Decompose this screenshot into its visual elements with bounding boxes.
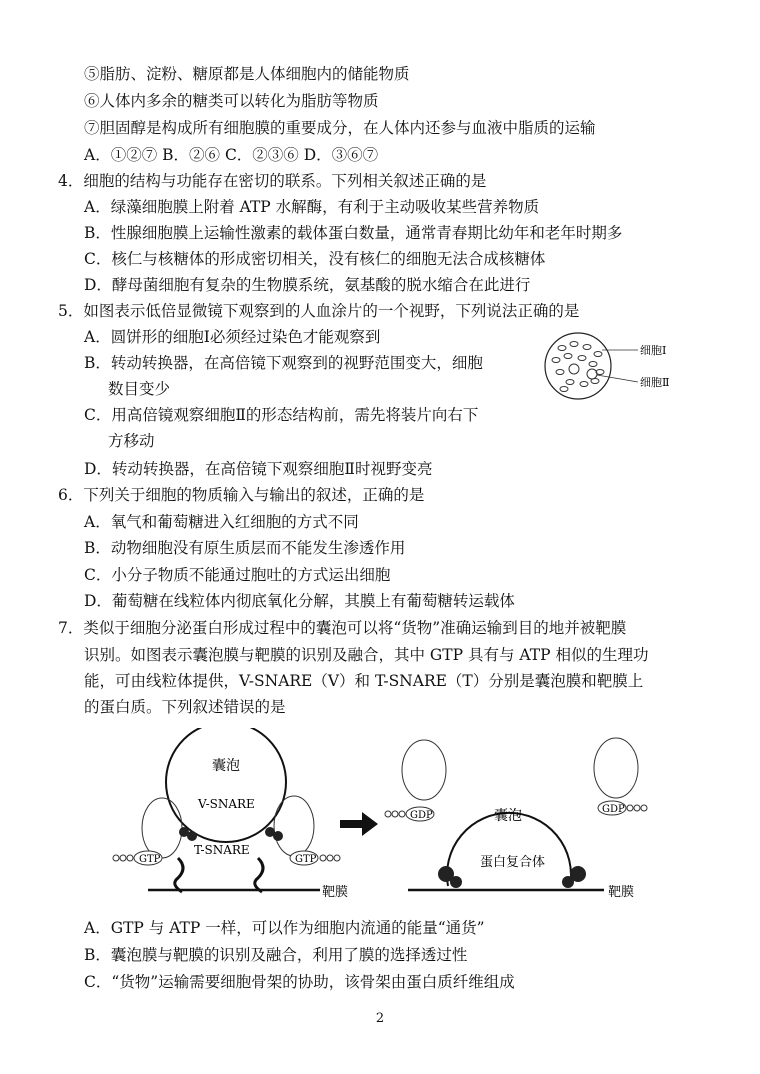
snare-proteins-left	[179, 827, 283, 841]
process-arrow	[340, 812, 378, 836]
text-line: B．性腺细胞膜上运输性激素的载体蛋白数量，通常青春期比幼年和老年时期多	[84, 224, 623, 242]
gdp-chain-left	[385, 811, 405, 817]
text-line: A．圆饼形的细胞Ⅰ必须经过染色才能观察到	[84, 328, 381, 346]
text-line: 能，可由线粒体提供，V-SNARE（V）和 T-SNARE（T）分别是囊泡膜和靶膜上	[84, 672, 644, 690]
text-line: A．GTP 与 ATP 一样，可以作为细胞内流通的能量“通货”	[84, 919, 485, 937]
text-line: A．绿藻细胞膜上附着 ATP 水解酶，有利于主动吸收某些营养物质	[84, 198, 540, 216]
cell2-pointer	[597, 375, 638, 382]
gtp-right-label: GTP	[295, 854, 317, 865]
vesicle-left	[166, 728, 286, 842]
page-number: 2	[375, 1011, 385, 1026]
gtp-left-label: GTP	[139, 854, 161, 865]
target-right-label: 靶膜	[608, 885, 635, 900]
text-line: ⑦胆固醇是构成所有细胞膜的重要成分，在人体内还参与血液中脂质的运输	[84, 119, 596, 137]
gtp-chain-left	[113, 855, 133, 861]
complex-label: 蛋白复合体	[480, 855, 546, 870]
text-line: C．用高倍镜观察细胞Ⅱ的形态结构前，需先将装片向右下	[84, 406, 479, 424]
blood-smear-figure	[540, 328, 690, 404]
text-line: 7．类似于细胞分泌蛋白形成过程中的囊泡可以将“货物”准确运输到目的地并被靶膜	[58, 619, 627, 637]
text-line: 数目变少	[108, 380, 171, 398]
v-snare-label: V-SNARE	[198, 797, 255, 811]
text-line: 6．下列关于细胞的物质输入与输出的叙述，正确的是	[58, 486, 425, 504]
text-line: ⑤脂肪、淀粉、糖原都是人体细胞内的储能物质	[84, 65, 410, 83]
t-snare-shapes	[175, 858, 263, 892]
text-line: 5．如图表示低倍显微镜下观察到的人血涂片的一个视野，下列说法正确的是	[58, 302, 580, 320]
text-line: 4．细胞的结构与功能存在密切的联系。下列相关叙述正确的是	[58, 172, 487, 190]
text-line: A．①②⑦ B．②⑥ C．②③⑥ D．③⑥⑦	[84, 146, 379, 164]
cell1-label: 细胞Ⅰ	[640, 344, 667, 357]
protein-left	[142, 798, 182, 858]
white-blood-cell-2	[587, 369, 597, 379]
gdp-right-label: GDP	[602, 804, 625, 815]
cell2-label: 细胞Ⅱ	[640, 376, 670, 389]
text-line: B．动物细胞没有原生质层而不能发生渗透作用	[84, 539, 406, 557]
text-line: 方移动	[108, 432, 155, 450]
text-line: B．转动转换器，在高倍镜下观察到的视野范围变大，细胞	[84, 354, 483, 372]
text-line: ⑥人体内多余的糖类可以转化为脂肪等物质	[84, 92, 379, 110]
protein-right-panel-left	[402, 740, 446, 800]
protein-right	[274, 796, 314, 856]
vesicle-fusion-figure	[108, 728, 668, 900]
text-line: B．囊泡膜与靶膜的识别及融合，利用了膜的选择透过性	[84, 946, 468, 964]
text-line: C．核仁与核糖体的形成密切相关，没有核仁的细胞无法合成核糖体	[84, 250, 546, 268]
gtp-chain-right	[320, 855, 340, 861]
t-snare-label: T-SNARE	[194, 843, 250, 857]
gdp-chain-right	[627, 805, 647, 811]
text-line: C．“货物”运输需要细胞骨架的协助，该骨架由蛋白质纤维组成	[84, 973, 515, 991]
vesicle-right-label: 囊泡	[494, 808, 522, 824]
protein-right-panel-right	[594, 738, 638, 798]
text-line: A．氧气和葡萄糖进入红细胞的方式不同	[84, 513, 359, 531]
white-blood-cell-1	[569, 364, 579, 374]
text-line: 识别。如图表示囊泡膜与靶膜的识别及融合，其中 GTP 具有与 ATP 相似的生理功	[84, 646, 649, 664]
text-line: D．酵母菌细胞有复杂的生物膜系统，氨基酸的脱水缩合在此进行	[84, 276, 531, 294]
vesicle-left-label: 囊泡	[212, 758, 240, 774]
text-line: D．转动转换器，在高倍镜下观察细胞Ⅱ时视野变亮	[84, 460, 433, 478]
text-line: C．小分子物质不能通过胞吐的方式运出细胞	[84, 566, 391, 584]
text-line: 的蛋白质。下列叙述错误的是	[84, 698, 286, 716]
target-left-label: 靶膜	[322, 885, 349, 900]
gdp-left-label: GDP	[410, 810, 433, 821]
text-line: D．葡萄糖在线粒体内彻底氧化分解，其膜上有葡萄糖转运载体	[84, 592, 515, 610]
